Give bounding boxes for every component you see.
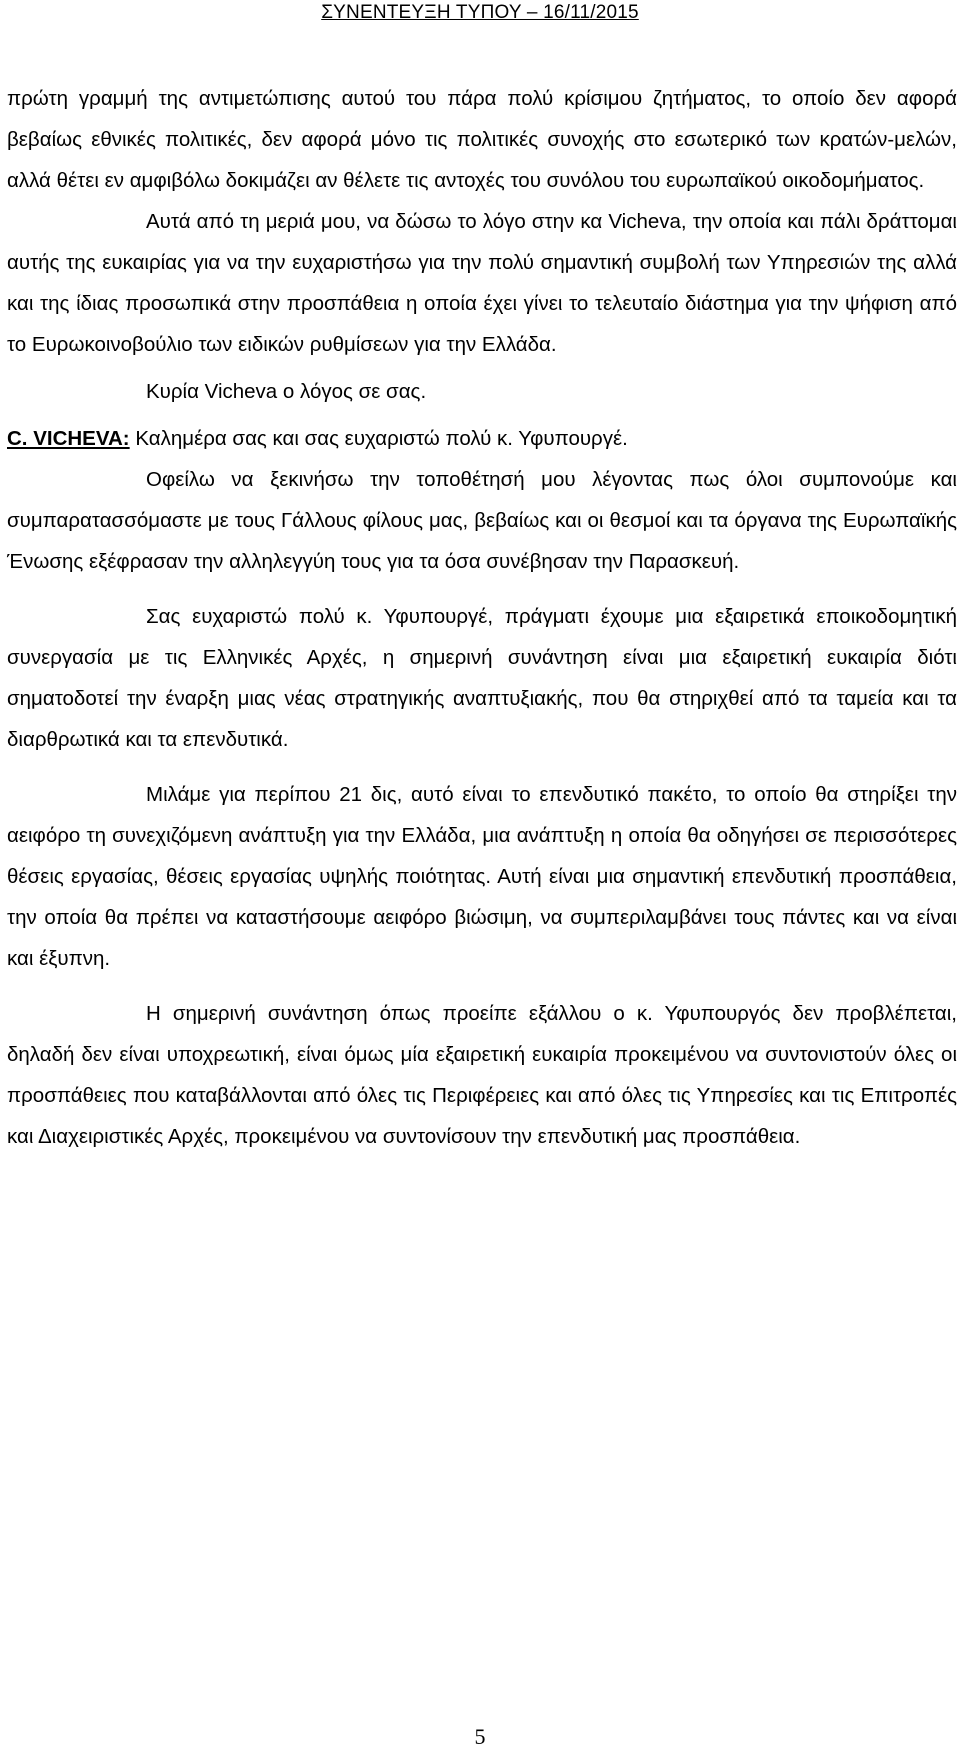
speaker-name: C. VICHEVA: xyxy=(7,427,130,450)
speaker-line xyxy=(7,418,957,459)
paragraph-meeting: Η σημερινή συνάντηση όπως προείπε εξάλλου ο κ. Υφυπουργός δεν προβλέπεται, δηλαδή δεν είναι υποχρεωτική, είναι όμως μία εξαιρετική ευκαιρία προκειμένου να συντονιστούν όλες οι προσπάθειες που καταβάλλονται από όλες τις Περιφέρειες και από όλες τις Υπηρεσίες και τις Επιτροπές και Διαχειριστικές Αρχές, προκειμένου να συντονίσουν την επενδυτική μας προσπάθεια. xyxy=(7,1002,957,1148)
paragraph-investment: Μιλάμε για περίπου 21 δις, αυτό είναι το επενδυτικό πακέτο, το οποίο θα στηρίξει την αειφόρο τη συνεχιζόμενη ανάπτυξη για την Ελλάδα, μια ανάπτυξη η οποία θα οδηγήσει σε περισσότερες θέσεις εργασίας, θέσεις εργασίας υψηλής ποιότητας. Αυτή είναι μια σημαντική επενδυτική προσπάθεια, την οποία θα πρέπει να καταστήσουμε αειφόρο βιώσιμη, να συμπεριλαμβάνει τους πάντες και να είναι και έξυπνη. xyxy=(7,783,957,970)
paragraph-handover: Κυρία Vicheva ο λόγος σε σας. xyxy=(146,380,427,403)
paragraph-solidarity: Οφείλω να ξεκινήσω την τοποθέτησή μου λέγοντας πως όλοι συμπονούμε και συμπαρατασσόμαστε με τους Γάλλους φίλους μας, βεβαίως και οι θεσμοί και τα όργανα της Ευρωπαϊκής Ένωσης εξέφρασαν την αλληλεγγύη τους για τα όσα συνέβησαν την Παρασκευή. xyxy=(7,468,957,573)
paragraph-cooperation: Σας ευχαριστώ πολύ κ. Υφυπουργέ, πράγματι έχουμε μια εξαιρετικά εποικοδομητική συνεργασία με τις Ελληνικές Αρχές, η σημερινή συνάντηση είναι μια εξαιρετική ευκαιρία διότι σηματοδοτεί την έναρξη μιας νέας στρατηγικής αναπτυξιακής, που θα στηριχθεί από τα ταμεία και τα διαρθρωτικά και τα επενδυτικά. xyxy=(7,605,957,751)
page-number: 5 xyxy=(474,1724,486,1749)
document-header: ΣΥΝΕΝΤΕΥΞΗ ΤΥΠΟΥ – 16/11/2015 xyxy=(321,2,639,23)
paragraph-continued: πρώτη γραμμή της αντιμετώπισης αυτού του πάρα πολύ κρίσιμου ζητήματος, το οποίο δεν αφορά βεβαίως εθνικές πολιτικές, δεν αφορά μόνο τις πολιτικές συνοχής στο εσωτερικό των κρατών-μελών, αλλά θέτει εν αμφιβόλω δοκιμάζει αν θέλετε τις αντοχές του συνόλου του ευρωπαϊκού οικοδομήματος. xyxy=(7,87,957,192)
speaker-greeting: Καλημέρα σας και σας ευχαριστώ πολύ κ. Υφυπουργέ. xyxy=(129,427,628,450)
paragraph-minister-remarks: Αυτά από τη μεριά μου, να δώσω το λόγο στην κα Vicheva, την οποία και πάλι δράττομαι αυτής της ευκαιρίας για να την ευχαριστήσω για την πολύ σημαντική συμβολή των Υπηρεσιών της αλλά και της ίδιας προσωπικά στην προσπάθεια η οποία έχει γίνει το τελευταίο διάστημα για την ψήφιση από το Ευρωκοινοβούλιο των ειδικών ρυθμίσεων για την Ελλάδα. xyxy=(7,210,957,356)
document-body xyxy=(7,78,957,1157)
